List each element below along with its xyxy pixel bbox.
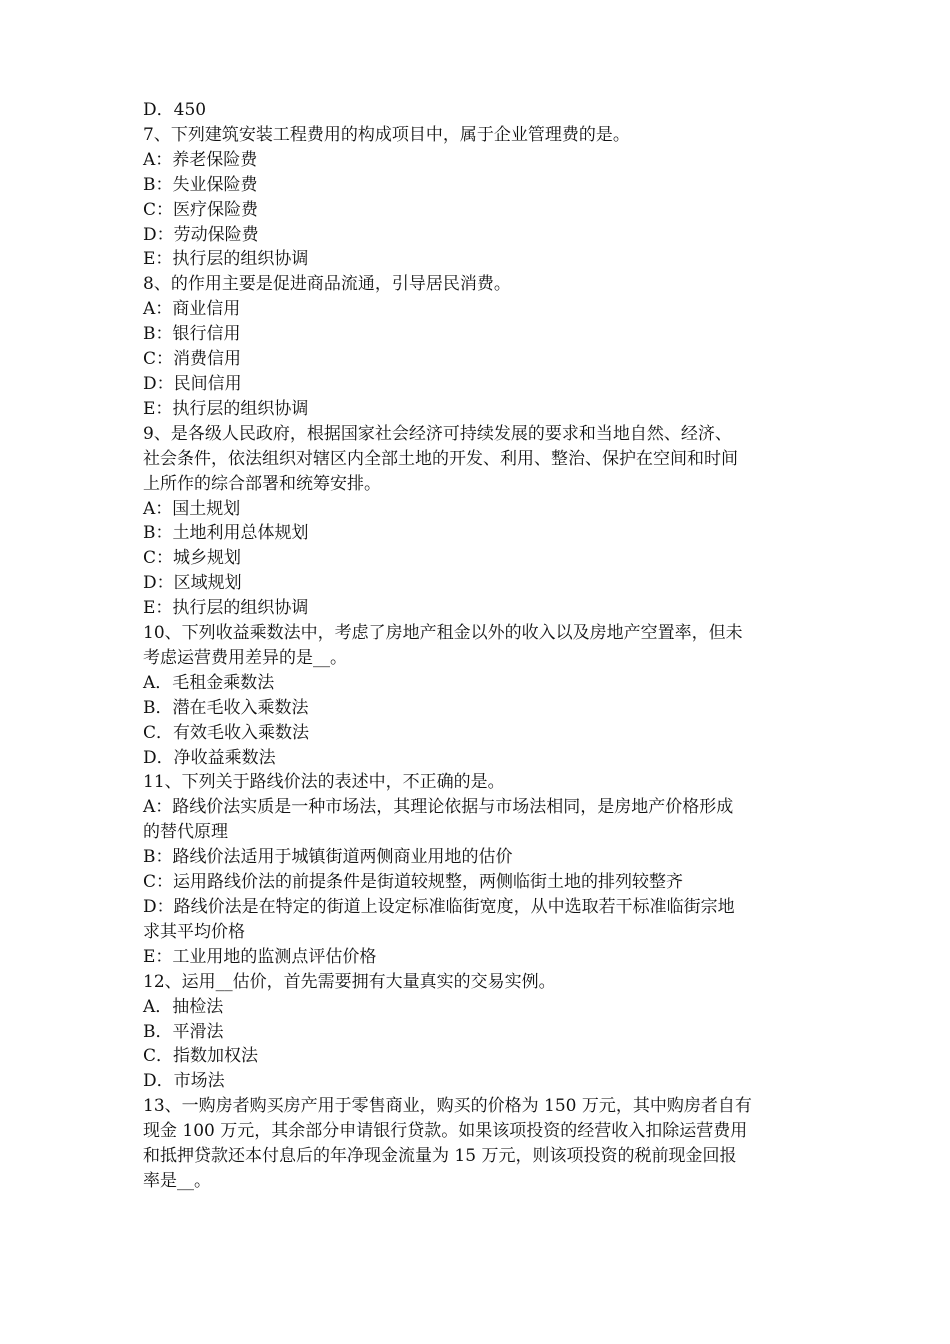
option-c-q12: C．指数加权法 [143, 1046, 259, 1067]
option-e-q7: E：执行层的组织协调 [143, 249, 309, 270]
option-d-q7: D：劳动保险费 [143, 224, 259, 245]
option-b-q8: B：银行信用 [143, 324, 241, 345]
option-c-q9: C：城乡规划 [143, 548, 242, 569]
option-d-q11-line-1: D：路线价法是在特定的街道上设定标准临街宽度，从中选取若干标准临街宗地 [143, 897, 735, 917]
option-c-q10: C．有效毛收入乘数法 [143, 722, 310, 743]
option-c-q8: C：消费信用 [143, 349, 242, 370]
question-11: 11、下列关于路线价法的表述中，不正确的是。 [143, 772, 505, 793]
question-10-line-1: 10、下列收益乘数法中，考虑了房地产租金以外的收入以及房地产空置率，但未 [143, 623, 743, 644]
question-12: 12、运用__估价，首先需要拥有大量真实的交易实例。 [143, 971, 556, 992]
option-a-q10: A．毛租金乘数法 [143, 672, 275, 693]
option-c-q11: C：运用路线价法的前提条件是街道较规整，两侧临街土地的排列较整齐 [143, 872, 684, 893]
option-a-q11-line-1: A：路线价法实质是一种市场法，其理论依据与市场法相同，是房地产价格形成 [143, 797, 734, 818]
option-e-q8: E：执行层的组织协调 [143, 398, 309, 419]
question-13-line-4: 率是__。 [143, 1170, 211, 1191]
option-b-q7: B：失业保险费 [143, 174, 258, 195]
option-b-q12: B．平滑法 [143, 1021, 224, 1042]
option-e-q11: E：工业用地的监测点评估价格 [143, 946, 377, 967]
option-d-q11-line-2: 求其平均价格 [143, 921, 245, 942]
option-d-q8: D：民间信用 [143, 373, 242, 394]
option-d-q6: D．450 [143, 100, 207, 120]
option-a-q12: A．抽检法 [143, 996, 224, 1017]
option-d-q9: D：区域规划 [143, 573, 242, 594]
question-9-line-1: 9、是各级人民政府，根据国家社会经济可持续发展的要求和当地自然、经济、 [143, 423, 732, 444]
option-b-q11: B：路线价法适用于城镇街道两侧商业用地的估价 [143, 847, 513, 868]
question-9-line-3: 上所作的综合部署和统筹安排。 [143, 473, 381, 494]
question-13-line-2: 现金 100 万元，其余部分申请银行贷款。如果该项投资的经营收入扣除运营费用 [143, 1121, 748, 1142]
option-b-q10: B．潜在毛收入乘数法 [143, 697, 309, 718]
question-7: 7、下列建筑安装工程费用的构成项目中，属于企业管理费的是。 [143, 124, 630, 145]
question-10-line-2: 考虑运营费用差异的是__。 [143, 647, 347, 668]
option-a-q11-line-2: 的替代原理 [143, 822, 228, 843]
option-d-q10: D．净收益乘数法 [143, 747, 276, 768]
option-d-q12: D．市场法 [143, 1071, 225, 1092]
option-a-q9: A：国土规划 [143, 498, 241, 519]
question-13-line-1: 13、一购房者购买房产用于零售商业，购买的价格为 150 万元，其中购房者自有 [143, 1096, 752, 1117]
option-a-q8: A：商业信用 [143, 299, 241, 320]
question-13-line-3: 和抵押贷款还本付息后的年净现金流量为 15 万元，则该项投资的税前现金回报 [143, 1146, 737, 1167]
question-8: 8、的作用主要是促进商品流通，引导居民消费。 [143, 274, 511, 295]
option-a-q7: A：养老保险费 [143, 149, 258, 170]
question-9-line-2: 社会条件，依法组织对辖区内全部土地的开发、利用、整治、保护在空间和时间 [143, 448, 738, 469]
option-b-q9: B：土地利用总体规划 [143, 523, 309, 544]
option-c-q7: C：医疗保险费 [143, 199, 259, 220]
option-e-q9: E：执行层的组织协调 [143, 598, 309, 619]
document-page [143, 98, 823, 1194]
